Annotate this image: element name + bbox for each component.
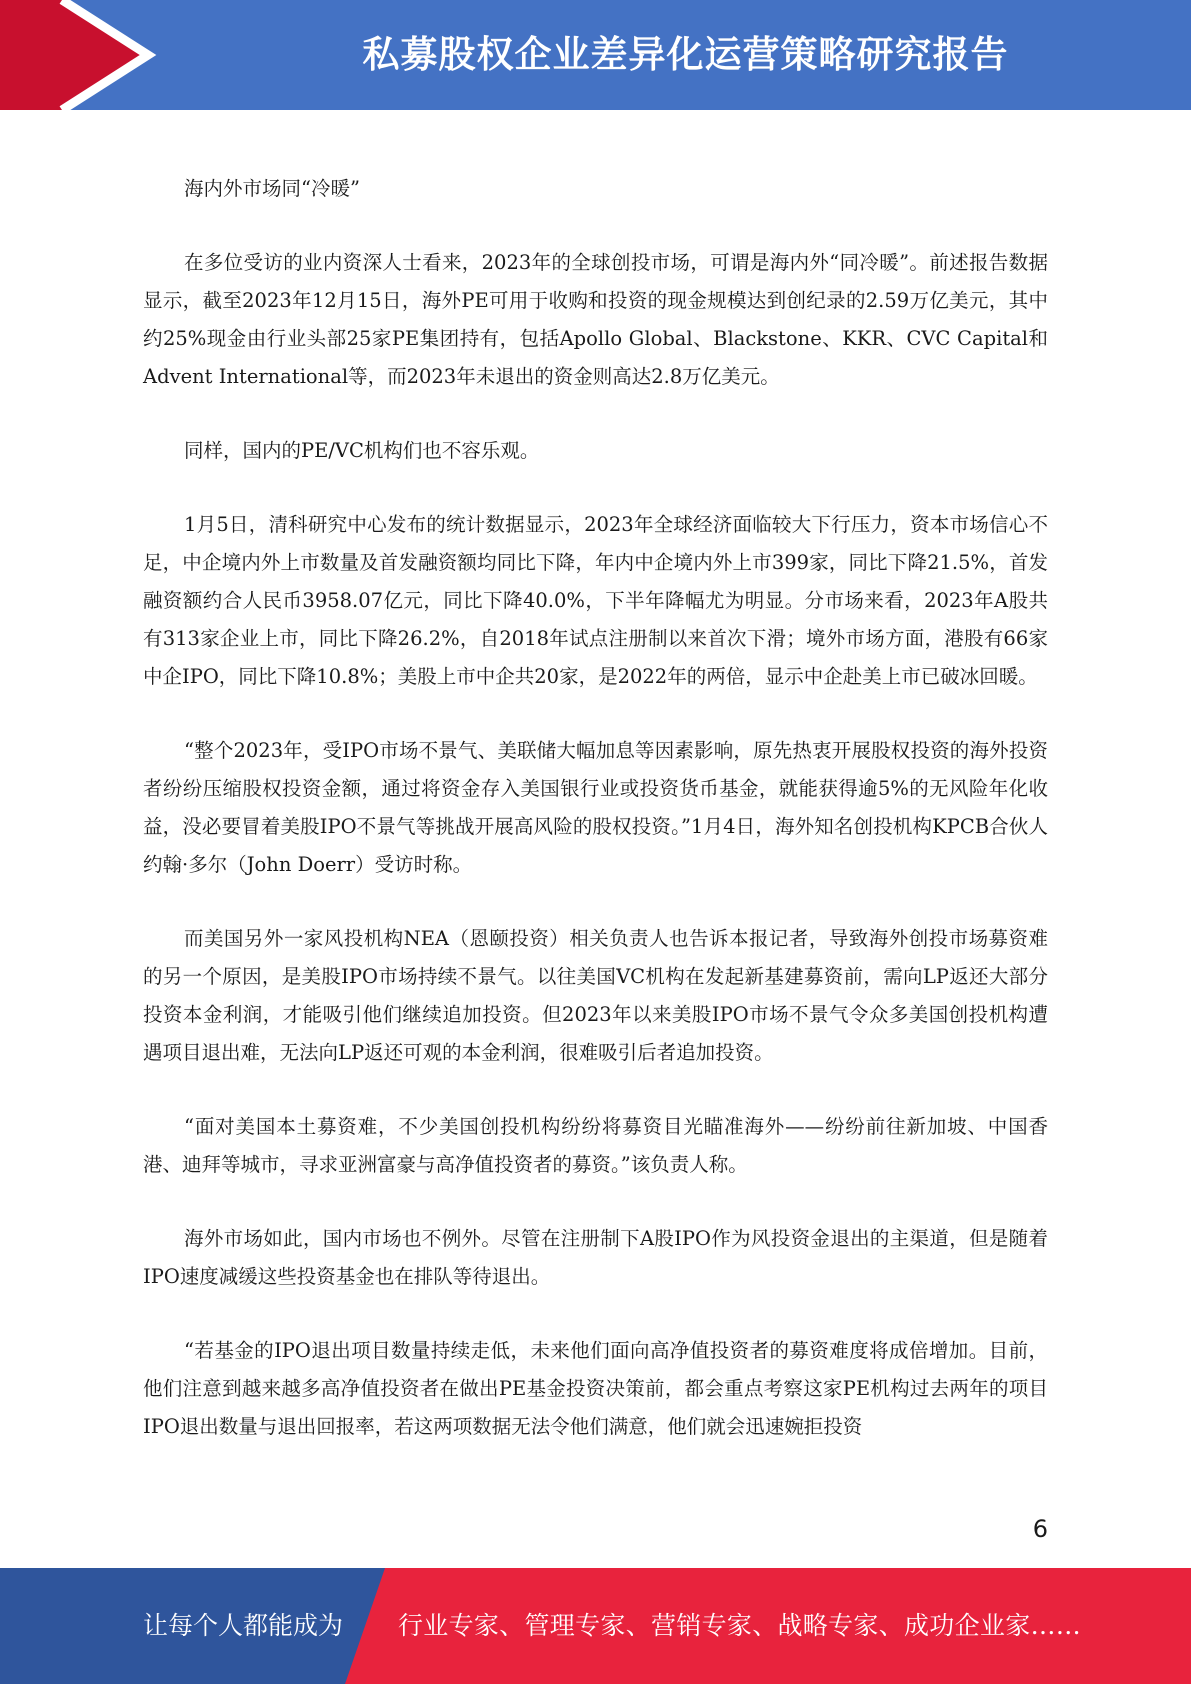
paragraph: 1月5日，清科研究中心发布的统计数据显示，2023年全球经济面临较大下行压力，资本市场信心不足，中企境内外上市数量及首发融资额均同比下降，年内中企境内外上市399家，同比下降21.5%，首发融资额约合人民币3958.07亿元，同比下降40.0%，下半年降幅尤为明显。分市场来看，2023年A股共有313家企业上市，同比下降26.2%，自2018年试点注册制以来首次下滑；境外市场方面，港股有66家中企IPO，同比下降10.8%；美股上市中企共20家，是2022年的两倍，显示中企赴美上市已破冰回暖。 <box>143 513 1048 688</box>
article-body <box>143 170 1048 1482</box>
paragraph: 海外市场如此，国内市场也不例外。尽管在注册制下A股IPO作为风投资金退出的主渠道，但是随着IPO速度减缓这些投资基金也在排队等待退出。 <box>143 1227 1048 1288</box>
paragraph: “若基金的IPO退出项目数量持续走低，未来他们面向高净值投资者的募资难度将成倍增加。目前，他们注意到越来越多高净值投资者在做出PE基金投资决策前，都会重点考察这家PE机构过去两年的项目IPO退出数量与退出回报率，若这两项数据无法令他们满意，他们就会迅速婉拒投资 <box>143 1339 1048 1438</box>
page-number: 6 <box>1032 1515 1048 1543</box>
section-heading: 海内外市场同“冷暖” <box>184 177 360 200</box>
page-header <box>0 0 1191 110</box>
footer-slogan-left: 让每个人都能成为 <box>143 1611 344 1640</box>
paragraph: “整个2023年，受IPO市场不景气、美联储大幅加息等因素影响，原先热衷开展股权投资的海外投资者纷纷压缩股权投资金额，通过将资金存入美国银行业或投资货币基金，就能获得逾5%的无风险年化收益，没必要冒着美股IPO不景气等挑战开展高风险的股权投资。”1月4日，海外知名创投机构KPCB合伙人约翰·多尔（John Doerr）受访时称。 <box>143 739 1048 876</box>
report-title: 私募股权企业差异化运营策略研究报告 <box>362 33 1009 76</box>
footer-slogan-right: 行业专家、管理专家、营销专家、战略专家、成功企业家…… <box>398 1611 1082 1640</box>
paragraph: “面对美国本土募资难，不少美国创投机构纷纷将募资目光瞄准海外——纷纷前往新加坡、中国香港、迪拜等城市，寻求亚洲富豪与高净值投资者的募资。”该负责人称。 <box>143 1115 1048 1176</box>
paragraph: 而美国另外一家风投机构NEA（恩颐投资）相关负责人也告诉本报记者，导致海外创投市场募资难的另一个原因，是美股IPO市场持续不景气。以往美国VC机构在发起新基建募资前，需向LP返还大部分投资本金利润，才能吸引他们继续追加投资。但2023年以来美股IPO市场不景气令众多美国创投机构遭遇项目退出难，无法向LP返还可观的本金利润，很难吸引后者追加投资。 <box>143 927 1048 1064</box>
paragraph: 同样，国内的PE/VC机构们也不容乐观。 <box>184 439 540 462</box>
paragraph: 在多位受访的业内资深人士看来，2023年的全球创投市场，可谓是海内外“同冷暖”。前述报告数据显示，截至2023年12月15日，海外PE可用于收购和投资的现金规模达到创纪录的2.59万亿美元，其中约25%现金由行业头部25家PE集团持有，包括Apollo Global、Blackstone、KKR、CVC Capital和Advent International等，而2023年未退出的资金则高达2.8万亿美元。 <box>143 251 1048 388</box>
red-arrow-decoration <box>0 0 160 110</box>
page-footer <box>0 1568 1191 1684</box>
